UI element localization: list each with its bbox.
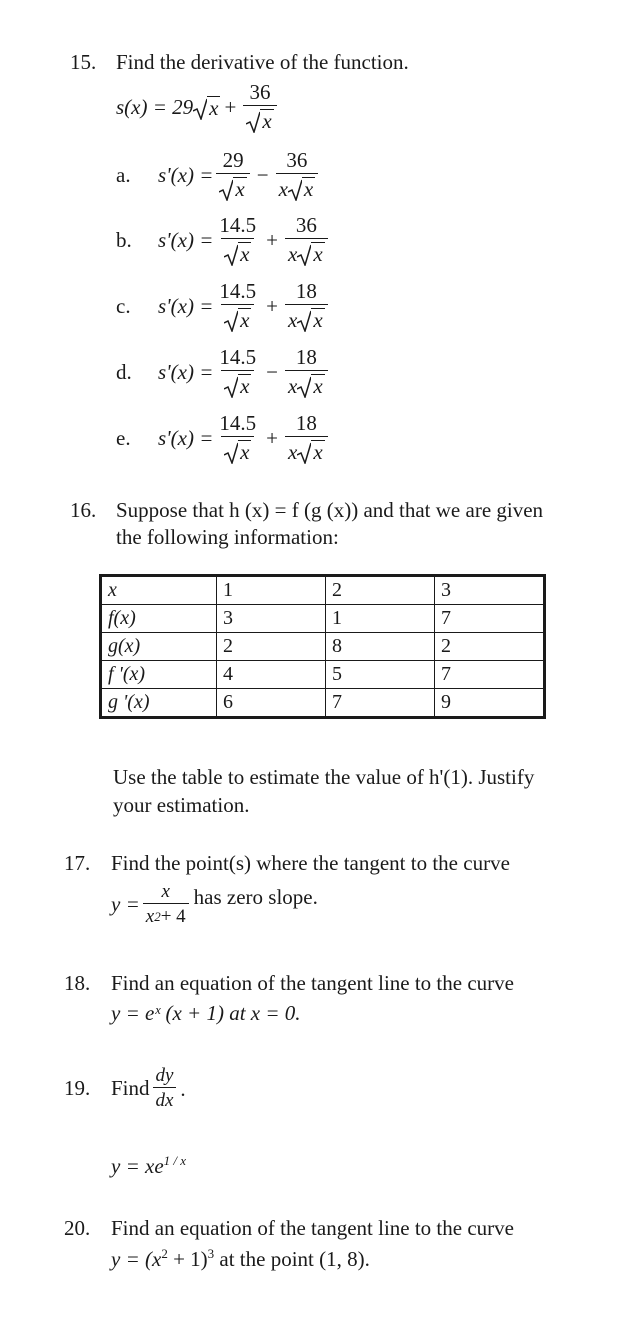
q18-number: 18. bbox=[64, 971, 91, 995]
choice-fraction-2: 36 x x bbox=[276, 150, 319, 201]
q16-number: 16. bbox=[70, 498, 97, 522]
q16-table bbox=[101, 576, 544, 717]
table-row bbox=[102, 605, 544, 633]
choice-operator: − bbox=[256, 163, 269, 188]
radical-icon bbox=[297, 244, 311, 266]
table-cell: 8 bbox=[326, 633, 435, 661]
radical-icon bbox=[297, 376, 311, 398]
q16-followup-line2: your estimation. bbox=[113, 793, 250, 817]
q16-followup-line1: Use the table to estimate the value of h'(1). Justify bbox=[113, 765, 535, 789]
table-cell: 4 bbox=[217, 661, 326, 689]
q19-prompt: 19. Find $\frac{dy}{dx}$ · bbox=[64, 1065, 187, 1111]
table-row bbox=[102, 661, 544, 689]
table-cell: 2 bbox=[217, 633, 326, 661]
radical-icon bbox=[224, 442, 238, 464]
q15-choice bbox=[116, 347, 331, 398]
choice-fraction-1: $\frac{29}{x}$ bbox=[216, 150, 249, 201]
table-cell: 3 bbox=[435, 577, 544, 605]
q19-equation: $y = xe^{1 / x}$ bbox=[111, 1153, 187, 1178]
choice-fraction-1: $\frac{14.5}{x}$ bbox=[219, 213, 257, 266]
q15-choice bbox=[116, 281, 331, 332]
table-cell: 7 bbox=[435, 605, 544, 633]
q17-equation: y = x x 2 + 4 has zero slope. bbox=[111, 881, 318, 927]
table-cell: 2 bbox=[435, 633, 544, 661]
q15-function-sqrt: x bbox=[193, 96, 220, 120]
table-cell: 1 bbox=[326, 605, 435, 633]
table-row-label: x bbox=[102, 577, 217, 605]
radical-icon bbox=[224, 244, 238, 266]
choice-fraction-2: 18 x x bbox=[285, 347, 328, 398]
q18-prompt: Find an equation of the tangent line to the curve bbox=[111, 971, 514, 995]
q20-prompt: Find an equation of the tangent line to the curve bbox=[111, 1216, 514, 1240]
radical-icon bbox=[288, 179, 302, 201]
q17-fraction: x x 2 + 4 bbox=[143, 882, 189, 926]
table-row-label: f(x) bbox=[102, 605, 217, 633]
q17-suffix: has zero slope. bbox=[193, 884, 318, 909]
q15-choice bbox=[116, 150, 321, 201]
choice-lhs: s'(x) = bbox=[158, 163, 214, 188]
table-row bbox=[102, 633, 544, 661]
choice-letter: e. bbox=[116, 426, 131, 451]
radical-icon bbox=[224, 376, 238, 398]
table-cell: 9 bbox=[435, 689, 544, 717]
radical-icon bbox=[224, 310, 238, 332]
table-cell: 7 bbox=[326, 689, 435, 717]
q17-prompt: Find the point(s) where the tangent to the curve bbox=[111, 851, 510, 875]
choice-letter: d. bbox=[116, 360, 132, 385]
table-cell: 5 bbox=[326, 661, 435, 689]
choice-letter: b. bbox=[116, 228, 132, 253]
q16-prompt-line1: Suppose that h (x) = f (g (x)) and that we are given bbox=[116, 498, 544, 522]
choice-fraction-2: 36 x x bbox=[285, 215, 328, 266]
q15-function-lhs: s(x) = 29 bbox=[116, 95, 194, 120]
q15-choice bbox=[116, 215, 331, 266]
q20-equation: $y = (x^2 + 1)^3$ at the point (1, 8). bbox=[111, 1246, 370, 1271]
radical-icon bbox=[219, 179, 233, 201]
choice-fraction-2: 18 x x bbox=[285, 281, 328, 332]
table-cell: 2 bbox=[326, 577, 435, 605]
q18-equation: y = eˣ (x + 1) at x = 0. bbox=[111, 1001, 301, 1025]
choice-operator: + bbox=[266, 294, 278, 319]
table-cell: 6 bbox=[217, 689, 326, 717]
table-row-label: g(x) bbox=[102, 633, 217, 661]
q15-choice bbox=[116, 413, 331, 464]
q15-number: 15. bbox=[70, 50, 97, 74]
radical-icon bbox=[297, 310, 311, 332]
choice-fraction-1: $\frac{14.5}{x}$ bbox=[219, 279, 257, 332]
q15-prompt: Find the derivative of the function. bbox=[116, 50, 409, 74]
choice-lhs: s'(x) = bbox=[158, 360, 214, 385]
choice-operator: + bbox=[266, 426, 278, 451]
table-cell: 1 bbox=[217, 577, 326, 605]
table-row bbox=[102, 689, 544, 717]
choice-lhs: s'(x) = bbox=[158, 294, 214, 319]
choice-fraction-2: 18 x x bbox=[285, 413, 328, 464]
choice-letter: c. bbox=[116, 294, 131, 319]
radical-icon bbox=[193, 98, 207, 120]
table-row bbox=[102, 577, 544, 605]
choice-operator: + bbox=[266, 228, 278, 253]
radical-icon bbox=[297, 442, 311, 464]
q17-number: 17. bbox=[64, 851, 91, 875]
table-cell: 7 bbox=[435, 661, 544, 689]
q20-number: 20. bbox=[64, 1216, 91, 1240]
radical-icon bbox=[246, 111, 260, 133]
choice-lhs: s'(x) = bbox=[158, 228, 214, 253]
q15-function: s(x) = 29 x + $\frac{36}{x}$ bbox=[116, 82, 280, 133]
table-row-label: g '(x) bbox=[102, 689, 217, 717]
q15-function-fraction: $\frac{36}{x}$ bbox=[243, 82, 276, 133]
table-cell: 3 bbox=[217, 605, 326, 633]
choice-letter: a. bbox=[116, 163, 131, 188]
choice-fraction-1: $\frac{14.5}{x}$ bbox=[219, 411, 257, 464]
choice-lhs: s'(x) = bbox=[158, 426, 214, 451]
choice-operator: − bbox=[266, 360, 278, 385]
q16-prompt-line2: the following information: bbox=[116, 525, 339, 549]
q19-fraction: $\frac{dy}{dx}$ bbox=[153, 1066, 177, 1110]
table-row-label: f '(x) bbox=[102, 661, 217, 689]
choice-fraction-1: $\frac{14.5}{x}$ bbox=[219, 345, 257, 398]
